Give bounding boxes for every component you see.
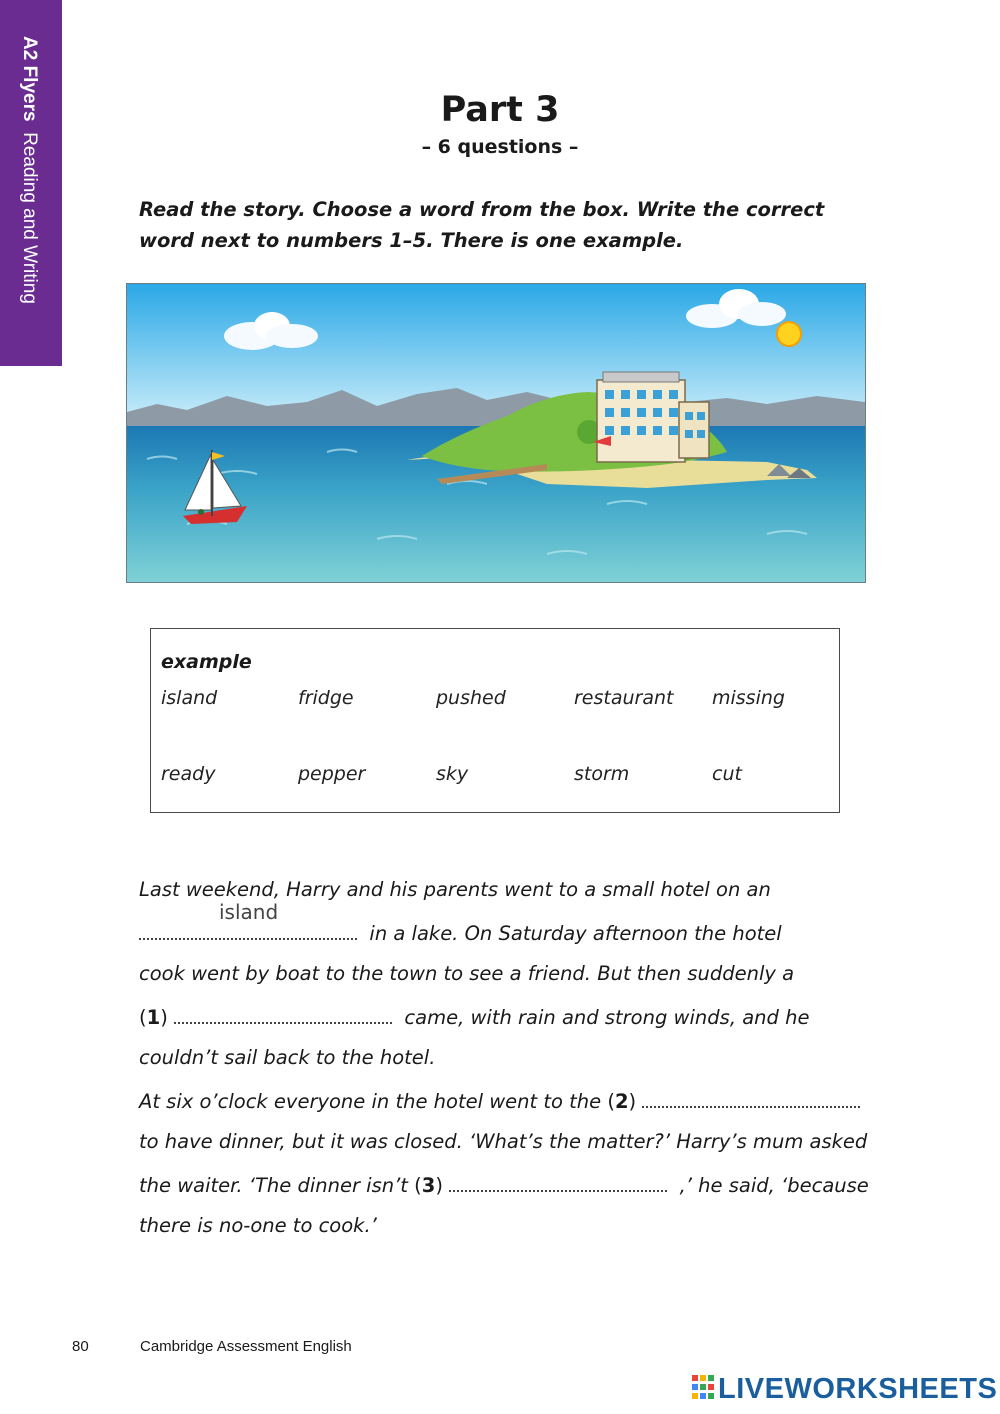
- page-number: 80: [72, 1338, 89, 1355]
- answer-1-input[interactable]: [174, 1004, 392, 1024]
- instructions-line-1: Read the story. Choose a word from the box. Write the correct: [139, 198, 825, 221]
- question-3-number: (3): [414, 1174, 443, 1197]
- question-1-number: (1): [139, 1006, 168, 1029]
- story-line-1: Last weekend, Harry and his parents went to a small hotel on an: [139, 878, 771, 901]
- liveworksheets-icon: [692, 1375, 714, 1403]
- story-line-4: [139, 1004, 809, 1029]
- story-line-2-text: in a lake. On Saturday afternoon the hotel: [369, 922, 782, 945]
- story-line-8b-text: ,’ he said, ‘because: [679, 1174, 869, 1197]
- liveworksheets-logo[interactable]: [692, 1372, 997, 1406]
- word-option: pepper: [298, 763, 366, 785]
- sidebar-level: A2 Flyers: [19, 36, 40, 122]
- sidebar-section: Reading and Writing: [19, 132, 40, 304]
- word-option: fridge: [298, 687, 354, 709]
- example-answer-blank: [139, 900, 357, 940]
- instructions: [139, 194, 859, 256]
- word-box: [150, 628, 840, 813]
- word-option: restaurant: [574, 687, 674, 709]
- story-line-6-text: At six o’clock everyone in the hotel went to the: [139, 1090, 602, 1113]
- page-subtitle: – 6 questions –: [421, 136, 579, 158]
- story-line-8-text: the waiter. ‘The dinner isn’t: [139, 1174, 408, 1197]
- word-option: storm: [574, 763, 630, 785]
- word-option: cut: [712, 763, 742, 785]
- story-line-4-text: came, with rain and strong winds, and he: [404, 1006, 810, 1029]
- story-line-3: cook went by boat to the town to see a friend. But then suddenly a: [139, 962, 795, 985]
- story-line-9: there is no-one to cook.’: [139, 1214, 377, 1237]
- story-line-6: [139, 1088, 860, 1113]
- sun-icon: [777, 322, 801, 346]
- story-line-5: couldn’t sail back to the hotel.: [139, 1046, 436, 1069]
- sidebar-tab: [0, 0, 62, 366]
- publisher: Cambridge Assessment English: [140, 1338, 352, 1355]
- word-option: ready: [161, 763, 216, 785]
- answer-3-input[interactable]: [449, 1172, 667, 1192]
- page-title: Part 3: [440, 90, 560, 130]
- word-option: sky: [436, 763, 469, 785]
- word-option: missing: [712, 687, 785, 709]
- word-option: pushed: [436, 687, 506, 709]
- word-option: island: [161, 687, 218, 709]
- question-2-number: (2): [607, 1090, 637, 1113]
- instructions-line-2: word next to numbers 1–5. There is one example.: [139, 229, 684, 252]
- sidebar-label: [18, 36, 40, 304]
- example-answer: island: [219, 900, 279, 924]
- island-hotel-illustration: [126, 283, 866, 583]
- story-line-8: [139, 1172, 869, 1197]
- story-line-2: [139, 900, 782, 945]
- answer-2-input[interactable]: [642, 1088, 860, 1108]
- liveworksheets-wordmark: LIVEWORKSHEETS: [718, 1372, 998, 1405]
- example-label: example: [161, 651, 252, 673]
- story-line-7: to have dinner, but it was closed. ‘What’s the matter?’ Harry’s mum asked: [139, 1130, 868, 1153]
